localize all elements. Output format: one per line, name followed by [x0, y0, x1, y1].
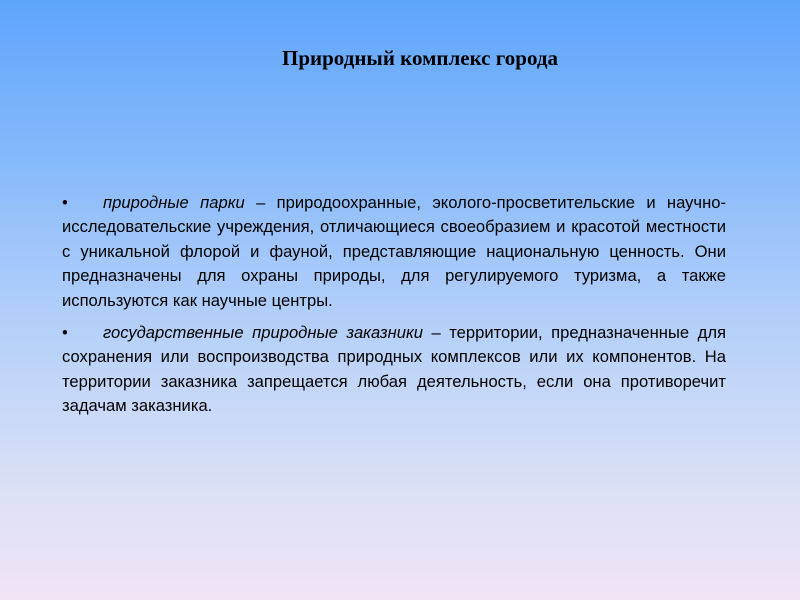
bullet-term: государственные природные заказники: [103, 323, 424, 343]
bullet-item-nature-reserves: [62, 321, 726, 419]
bullet-marker: •: [62, 323, 68, 343]
slide-title: Природный комплекс города: [282, 46, 558, 70]
bullet-text: – природоохранные, эколого-просветительские и научно-исследовательские учреждения, отличающиеся своеобразием и красотой местности с уникальной флорой и фауной, представляющие национальную ценность. Они предназначены для охраны природы, для регулируемого туризма, а также используются как научные центры.: [62, 193, 726, 310]
bullet-list: [62, 191, 726, 427]
bullet-item-nature-parks: [62, 191, 726, 313]
bullet-term: природные парки: [103, 193, 245, 212]
bullet-text: – территории, предназначенные для сохранения или воспроизводства природных комплексов или их компонентов. На территории заказника запрещается любая деятельность, если она противоречит задачам заказника.: [62, 323, 726, 416]
bullet-marker: •: [62, 193, 68, 212]
